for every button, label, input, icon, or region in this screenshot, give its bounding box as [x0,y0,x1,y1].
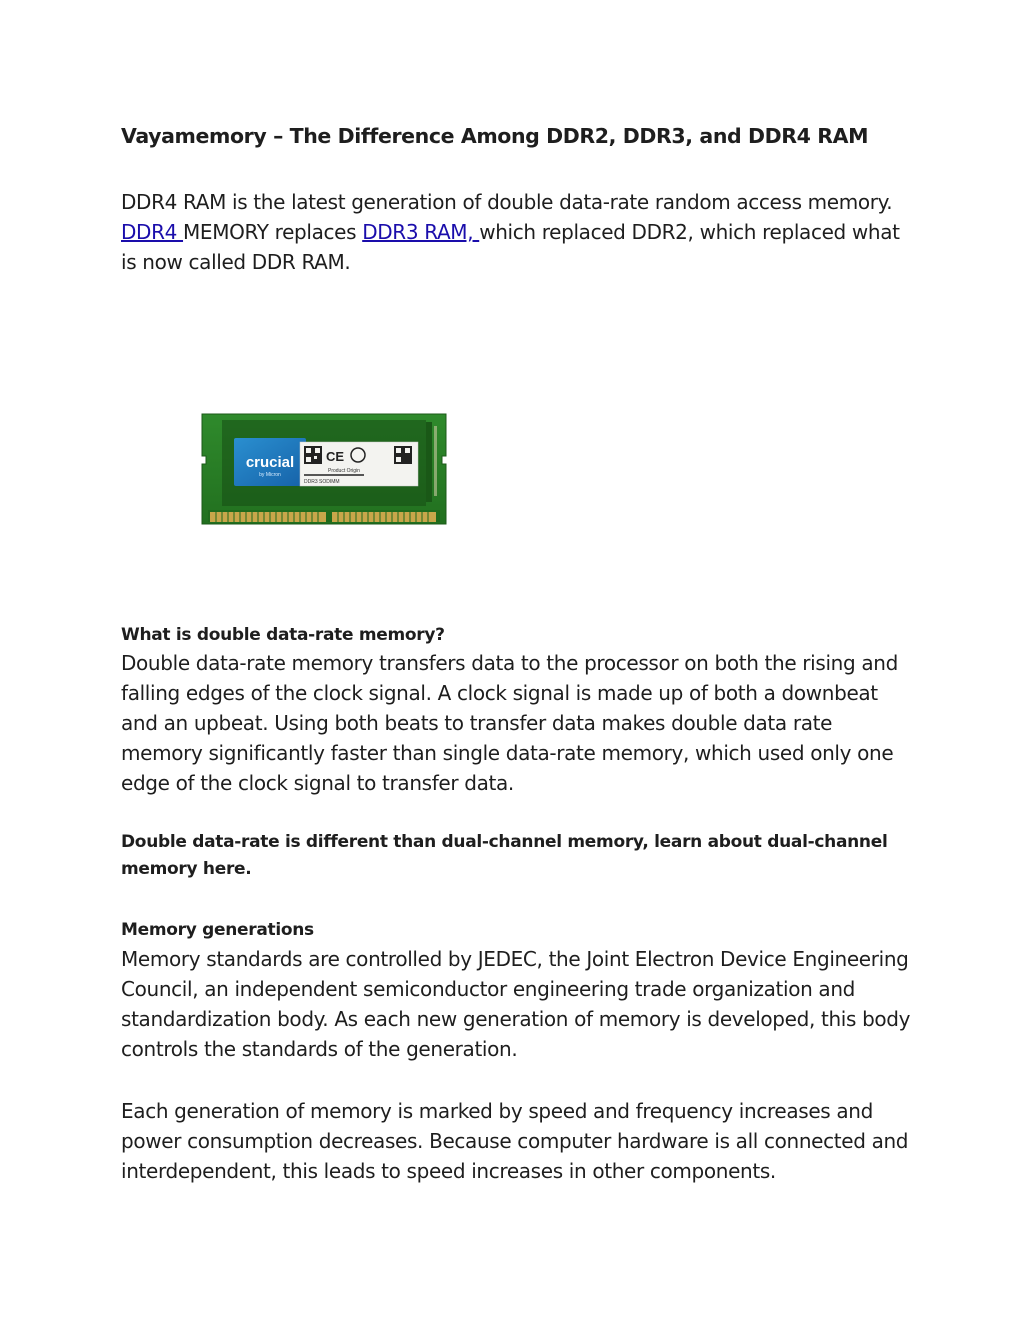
gold-contacts [208,510,440,522]
ddr3-ram-link[interactable]: DDR3 RAM, [362,220,480,244]
section-heading-ddr: What is double data-rate memory? [121,625,445,645]
intro-text-1: DDR4 RAM is the latest generation of double data-rate random access memory. [121,190,893,214]
section-body-ddr: Double data-rate memory transfers data to the processor on both the rising and falling edges of the clock signal. A clock signal is made up of both a downbeat and an upbeat. Using both beats to transfer data makes double data rate memory significantly faster than single data-rate memory, which used only one edge of the clock signal to transfer data. [121,651,898,795]
section-heading-generations: Memory generations [121,920,314,940]
qr-code-icon [304,446,322,464]
section-body-jedec: Memory standards are controlled by JEDEC, the Joint Electron Device Engineering Council, an independent semiconductor engineering trade organization and standardization body. As each new generation of memory is developed, this body controls the standards of the generation. [121,947,911,1061]
intro-text-3: which replaced DDR2, which replaced what is now called DDR RAM. [121,220,900,274]
intro-paragraph [121,187,911,277]
dual-channel-note: Double data-rate is different than dual-channel memory, learn about dual-channel memory here. [121,832,888,879]
page-title: Vayamemory – The Difference Among DDR2, DDR3, and DDR4 RAM [121,124,869,148]
brand-subtext: by Micron [259,472,281,478]
ce-mark: CE [325,449,345,464]
section-body-generations: Each generation of memory is marked by speed and frequency increases and power consumption decreases. Because computer hardware is all connected and interdependent, this leads to speed increases in other components. [121,1099,909,1183]
qr-code-icon-2 [394,446,412,464]
intro-text-2: MEMORY replaces [183,220,363,244]
label-line-1: Product Origin [328,468,360,474]
ddr4-link[interactable]: DDR4 [121,220,184,244]
ram-module-image [198,412,450,530]
brand-text: crucial [245,454,295,471]
label-line-2: DDR3 SODIMM [304,479,340,485]
